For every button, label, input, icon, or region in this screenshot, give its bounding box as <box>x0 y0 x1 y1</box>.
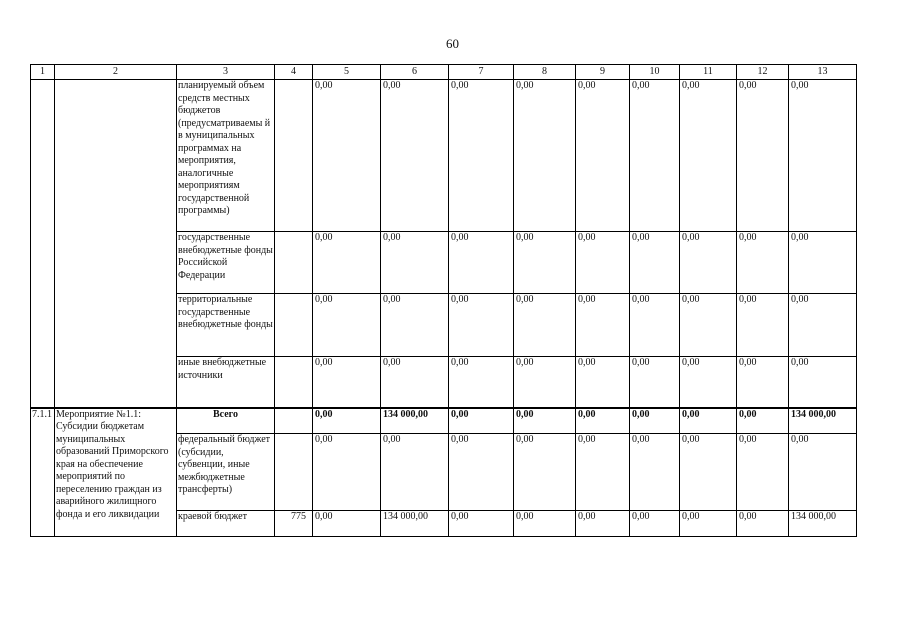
value-cell: 0,00 <box>680 434 737 511</box>
value-cell: 0,00 <box>514 434 576 511</box>
value-cell: 0,00 <box>313 511 381 537</box>
value-cell: 0,00 <box>680 80 737 232</box>
value-cell: 0,00 <box>514 294 576 357</box>
header-cell: 1 <box>31 65 55 80</box>
value-cell: 0,00 <box>630 511 680 537</box>
value-cell: 0,00 <box>449 294 514 357</box>
value-cell: 0,00 <box>313 232 381 294</box>
header-cell: 8 <box>514 65 576 80</box>
source-label: федеральный бюджет (субсидии, субвенции, иные межбюджетные трансферты) <box>177 434 275 511</box>
value-cell: 0,00 <box>737 80 789 232</box>
source-label: государственные внебюджетные фонды Российской Федерации <box>177 232 275 294</box>
code-cell: 775 <box>275 511 313 537</box>
code-cell <box>275 232 313 294</box>
value-cell: 0,00 <box>313 408 381 434</box>
name-cell <box>55 80 177 408</box>
header-cell: 5 <box>313 65 381 80</box>
header-cell: 4 <box>275 65 313 80</box>
source-label: планируемый объем средств местных бюджетов (предусматриваемы й в муниципальных программах на мероприятия, аналогичные мероприятиям государственной программы) <box>177 80 275 232</box>
header-cell: 10 <box>630 65 680 80</box>
value-cell: 0,00 <box>737 357 789 408</box>
value-cell: 0,00 <box>576 511 630 537</box>
section-number: 7.1.1 <box>31 408 55 537</box>
value-cell: 0,00 <box>630 408 680 434</box>
code-cell <box>275 408 313 434</box>
value-cell: 0,00 <box>630 294 680 357</box>
value-cell: 0,00 <box>630 357 680 408</box>
value-cell: 0,00 <box>514 511 576 537</box>
value-cell: 0,00 <box>313 80 381 232</box>
value-cell: 0,00 <box>576 408 630 434</box>
value-cell: 0,00 <box>680 511 737 537</box>
value-cell: 0,00 <box>789 294 857 357</box>
value-cell: 0,00 <box>680 357 737 408</box>
value-cell: 0,00 <box>680 232 737 294</box>
value-cell: 0,00 <box>737 232 789 294</box>
value-cell: 0,00 <box>381 294 449 357</box>
value-cell: 0,00 <box>449 232 514 294</box>
value-cell: 0,00 <box>680 294 737 357</box>
header-cell: 2 <box>55 65 177 80</box>
header-cell: 13 <box>789 65 857 80</box>
code-cell <box>275 80 313 232</box>
source-label: краевой бюджет <box>177 511 275 537</box>
header-cell: 6 <box>381 65 449 80</box>
value-cell: 0,00 <box>789 232 857 294</box>
value-cell: 0,00 <box>449 357 514 408</box>
code-cell <box>275 434 313 511</box>
value-cell: 0,00 <box>576 232 630 294</box>
value-cell: 0,00 <box>514 408 576 434</box>
value-cell: 0,00 <box>381 232 449 294</box>
value-cell: 0,00 <box>449 408 514 434</box>
value-cell: 0,00 <box>381 357 449 408</box>
budget-table <box>30 64 857 537</box>
value-cell: 0,00 <box>737 511 789 537</box>
value-cell: 0,00 <box>313 294 381 357</box>
value-cell: 134 000,00 <box>789 408 857 434</box>
number-cell <box>31 80 55 408</box>
source-label: территориальные государственные внебюджетные фонды <box>177 294 275 357</box>
header-cell: 9 <box>576 65 630 80</box>
value-cell: 0,00 <box>737 434 789 511</box>
table-row <box>31 80 857 232</box>
value-cell: 0,00 <box>514 232 576 294</box>
value-cell: 0,00 <box>789 357 857 408</box>
header-cell: 12 <box>737 65 789 80</box>
value-cell: 0,00 <box>514 357 576 408</box>
value-cell: 0,00 <box>576 357 630 408</box>
value-cell: 0,00 <box>789 80 857 232</box>
code-cell <box>275 357 313 408</box>
value-cell: 0,00 <box>381 434 449 511</box>
value-cell: 0,00 <box>381 80 449 232</box>
value-cell: 0,00 <box>630 434 680 511</box>
value-cell: 0,00 <box>630 80 680 232</box>
value-cell: 0,00 <box>514 80 576 232</box>
value-cell: 134 000,00 <box>381 408 449 434</box>
value-cell: 0,00 <box>737 294 789 357</box>
source-label: Всего <box>177 408 275 434</box>
code-cell <box>275 294 313 357</box>
header-cell: 3 <box>177 65 275 80</box>
value-cell: 134 000,00 <box>381 511 449 537</box>
value-cell: 0,00 <box>449 434 514 511</box>
value-cell: 0,00 <box>313 434 381 511</box>
value-cell: 0,00 <box>630 232 680 294</box>
source-label: иные внебюджетные источники <box>177 357 275 408</box>
value-cell: 0,00 <box>680 408 737 434</box>
value-cell: 0,00 <box>576 294 630 357</box>
value-cell: 0,00 <box>576 80 630 232</box>
header-row <box>31 65 857 80</box>
section-name: Мероприятие №1.1: Субсидии бюджетам муниципальных образований Приморского края на обеспечение мероприятий по переселению граждан из аварийного жилищного фонда и его ликвидации <box>55 408 177 537</box>
value-cell: 0,00 <box>449 80 514 232</box>
value-cell: 0,00 <box>449 511 514 537</box>
header-cell: 11 <box>680 65 737 80</box>
value-cell: 0,00 <box>789 434 857 511</box>
value-cell: 0,00 <box>737 408 789 434</box>
page-number: 60 <box>446 36 459 51</box>
total-row <box>31 408 857 434</box>
value-cell: 0,00 <box>576 434 630 511</box>
value-cell: 134 000,00 <box>789 511 857 537</box>
value-cell: 0,00 <box>313 357 381 408</box>
header-cell: 7 <box>449 65 514 80</box>
